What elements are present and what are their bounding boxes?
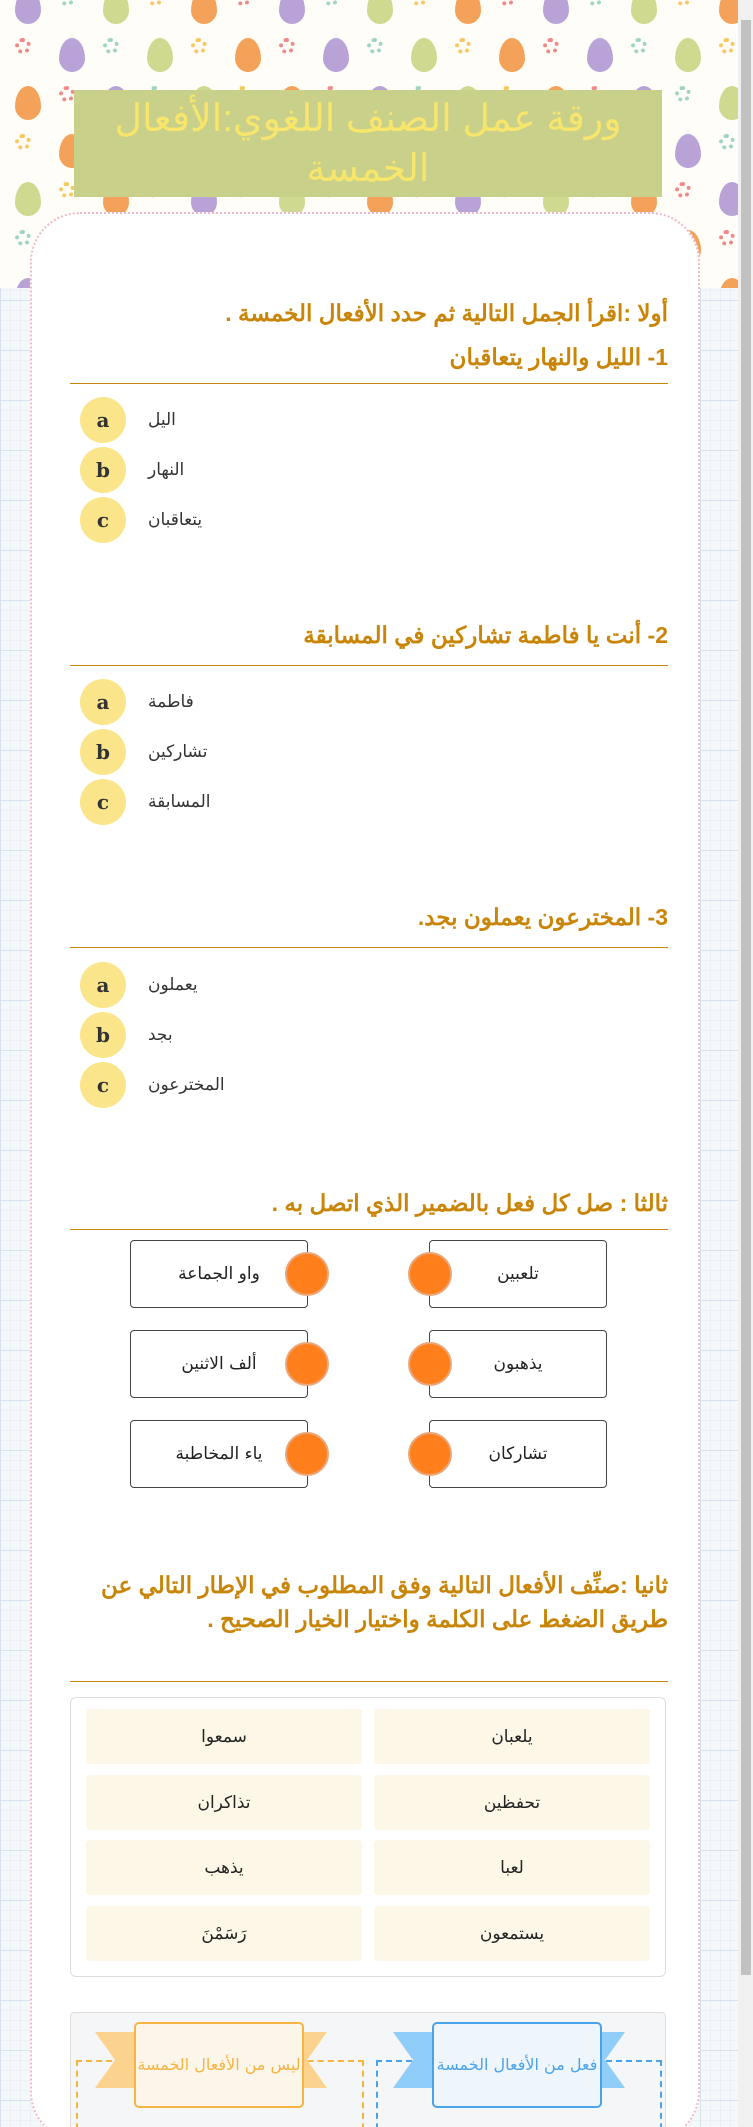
egg-icon: [235, 38, 261, 72]
word-card[interactable]: [374, 1840, 650, 1895]
page-title: ورقة عمل الصنف اللغوي:الأفعال الخمسة: [74, 90, 662, 197]
match-verb[interactable]: [429, 1240, 607, 1308]
flower-icon: [675, 0, 691, 6]
egg-icon: [631, 0, 657, 24]
egg-icon: [543, 0, 569, 24]
answer-option[interactable]: [80, 679, 194, 725]
egg-icon: [719, 86, 738, 120]
flower-icon: [15, 134, 31, 150]
egg-icon: [15, 182, 41, 216]
connector-dot[interactable]: [408, 1252, 452, 1296]
egg-icon: [499, 38, 525, 72]
flower-icon: [323, 0, 339, 6]
verb-label: تلعبين: [497, 1264, 539, 1284]
flower-icon: [719, 134, 735, 150]
option-label: فاطمة: [148, 692, 194, 712]
flower-icon: [15, 38, 31, 54]
section1-heading: أولا :اقرأ الجمل التالية ثم حدد الأفعال الخمسة .: [225, 300, 668, 326]
egg-icon: [191, 0, 217, 24]
option-badge: b: [80, 729, 126, 775]
pronoun-label: ألف الاثنين: [181, 1354, 257, 1374]
question-2: 2- أنت يا فاطمة تشاركين في المسابقة: [303, 622, 668, 648]
flower-icon: [15, 230, 31, 246]
flower-icon: [59, 0, 75, 6]
match-verb[interactable]: [429, 1330, 607, 1398]
match-pronoun[interactable]: [130, 1330, 308, 1398]
flower-icon: [543, 38, 559, 54]
option-badge: c: [80, 779, 126, 825]
connector-dot[interactable]: [408, 1342, 452, 1386]
answer-option[interactable]: [80, 497, 202, 543]
connector-dot[interactable]: [285, 1252, 329, 1296]
word-card[interactable]: [374, 1709, 650, 1764]
flower-icon: [675, 182, 691, 198]
word-card[interactable]: [86, 1906, 362, 1961]
egg-icon: [719, 0, 738, 24]
flower-icon: [147, 0, 163, 6]
option-label: اليل: [148, 410, 176, 430]
divider: [70, 1229, 668, 1230]
bucket-label-five-verbs: فعل من الأفعال الخمسة: [432, 2022, 602, 2108]
scrollbar[interactable]: [738, 0, 753, 2127]
question-1: 1- الليل والنهار يتعاقبان: [449, 344, 668, 370]
flower-icon: [675, 86, 691, 102]
flower-icon: [411, 0, 427, 6]
word-card[interactable]: [86, 1840, 362, 1895]
egg-icon: [279, 0, 305, 24]
egg-icon: [675, 134, 701, 168]
answer-option[interactable]: [80, 1012, 173, 1058]
option-badge: c: [80, 1062, 126, 1108]
verb-label: تشاركان: [488, 1444, 548, 1464]
egg-icon: [367, 0, 393, 24]
word-label: تحفظين: [483, 1792, 541, 1813]
egg-icon: [59, 38, 85, 72]
option-badge: a: [80, 679, 126, 725]
egg-icon: [323, 38, 349, 72]
section3-heading: ثالثا : صل كل فعل بالضمير الذي اتصل به .: [271, 1190, 668, 1216]
word-label: يلعبان: [491, 1726, 533, 1747]
section2-heading: ثانيا :صنِّف الأفعال التالية وفق المطلوب في الإطار التالي عن طريق الضغط على الكلمة واختيار الخيار الصحيح .: [101, 1572, 668, 1632]
bucket-label-not-five-verbs: ليس من الأفعال الخمسة: [134, 2022, 304, 2108]
word-label: يستمعون: [479, 1923, 545, 1944]
option-label: المخترعون: [148, 1075, 225, 1095]
word-label: سمعوا: [201, 1726, 247, 1747]
option-label: يتعاقبان: [148, 510, 203, 530]
question-3: 3- المخترعون يعملون بجد.: [417, 904, 668, 930]
egg-icon: [455, 0, 481, 24]
word-card[interactable]: [374, 1775, 650, 1830]
option-badge: c: [80, 497, 126, 543]
pronoun-label: ياء المخاطبة: [175, 1444, 263, 1464]
flower-icon: [103, 38, 119, 54]
answer-option[interactable]: [80, 397, 176, 443]
word-label: لعبا: [500, 1857, 524, 1878]
word-card[interactable]: [86, 1709, 362, 1764]
word-label: رَسَمْنَ: [201, 1923, 247, 1944]
egg-icon: [15, 86, 41, 120]
divider: [70, 1681, 668, 1682]
connector-dot[interactable]: [285, 1432, 329, 1476]
match-pronoun[interactable]: [130, 1240, 308, 1308]
flower-icon: [719, 38, 735, 54]
divider: [70, 383, 668, 384]
flower-icon: [59, 86, 75, 102]
flower-icon: [719, 230, 735, 246]
flower-icon: [279, 38, 295, 54]
flower-icon: [631, 38, 647, 54]
connector-dot[interactable]: [285, 1342, 329, 1386]
option-badge: b: [80, 447, 126, 493]
answer-option[interactable]: [80, 779, 211, 825]
egg-icon: [103, 0, 129, 24]
flower-icon: [455, 38, 471, 54]
option-badge: a: [80, 962, 126, 1008]
verb-label: يذهبون: [493, 1354, 543, 1374]
egg-icon: [587, 38, 613, 72]
option-label: يعملون: [148, 975, 198, 995]
word-card[interactable]: [374, 1906, 650, 1961]
option-badge: b: [80, 1012, 126, 1058]
word-label: يذهب: [204, 1857, 244, 1878]
option-badge: a: [80, 397, 126, 443]
flower-icon: [59, 182, 75, 198]
scrollbar-thumb[interactable]: [741, 20, 751, 1975]
flower-icon: [367, 38, 383, 54]
option-label: تشاركين: [148, 742, 208, 762]
answer-option[interactable]: [80, 1062, 225, 1108]
egg-icon: [675, 38, 701, 72]
answer-option[interactable]: [80, 447, 184, 493]
egg-icon: [719, 182, 738, 216]
connector-dot[interactable]: [408, 1432, 452, 1476]
pronoun-label: واو الجماعة: [178, 1264, 260, 1284]
flower-icon: [499, 0, 515, 6]
option-label: النهار: [148, 460, 185, 480]
divider: [70, 665, 668, 666]
flower-icon: [191, 38, 207, 54]
egg-icon: [411, 38, 437, 72]
word-label: تذاكران: [197, 1792, 251, 1813]
egg-icon: [147, 38, 173, 72]
match-pronoun[interactable]: [130, 1420, 308, 1488]
answer-option[interactable]: [80, 729, 207, 775]
divider: [70, 947, 668, 948]
match-verb[interactable]: [429, 1420, 607, 1488]
option-label: بجد: [148, 1025, 173, 1045]
answer-option[interactable]: [80, 962, 198, 1008]
egg-icon: [719, 278, 738, 288]
word-card[interactable]: [86, 1775, 362, 1830]
egg-icon: [15, 0, 41, 24]
option-label: المسابقة: [148, 792, 211, 812]
flower-icon: [587, 0, 603, 6]
flower-icon: [235, 0, 251, 6]
